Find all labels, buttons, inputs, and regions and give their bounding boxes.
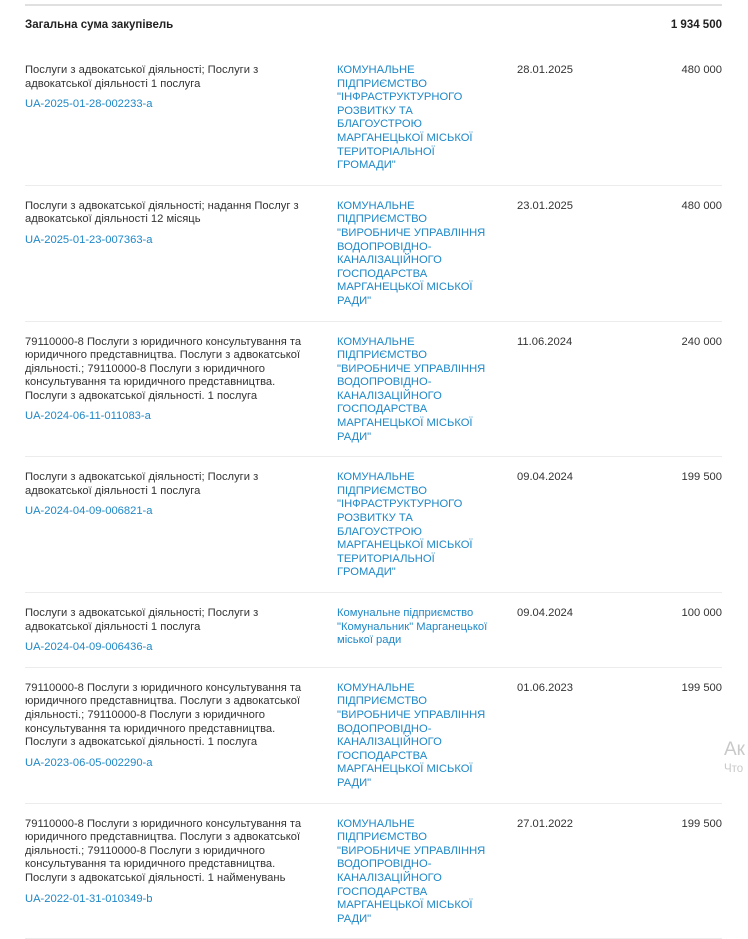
row-description: Послуги з адвокатської діяльності; Послуги з адвокатської діяльності 1 послуга <box>25 607 259 633</box>
table-row <box>25 186 722 322</box>
row-description: Послуги з адвокатської діяльності; Послуги з адвокатської діяльності 1 послуга <box>25 64 259 90</box>
row-description: 79110000-8 Послуги з юридичного консультування та юридичного представництва. Послуги з адвокатської діяльності.; 79110000-8 Послуги з юридичного консультування та юридичного представництва. Послуги з адвокатської діяльності. 1 найменувань <box>25 817 302 884</box>
row-date: 11.06.2024 <box>517 335 573 348</box>
row-description: 79110000-8 Послуги з юридичного консультування та юридичного представництва. Послуги з адвокатської діяльності.; 79110000-8 Послуги з юридичного консультування та юридичного представництва. Послуги з адвокатської діяльності. 1 послуга <box>25 681 302 749</box>
watermark-line-1: Ак <box>724 739 745 760</box>
row-description-cell <box>25 64 337 173</box>
row-amount: 100 000 <box>681 607 722 619</box>
row-amount: 199 500 <box>681 817 722 830</box>
procurement-panel <box>25 4 722 939</box>
row-date: 09.04.2024 <box>517 471 573 484</box>
row-description-cell <box>25 336 337 445</box>
tender-id-link[interactable]: UA-2024-04-09-006436-a <box>25 641 153 654</box>
tender-id-link[interactable]: UA-2025-01-23-007363-a <box>25 233 153 246</box>
organization-link[interactable]: КОМУНАЛЬНЕ ПІДПРИЄМСТВО "ІНФРАСТРУКТУРНОГО РОЗВИТКУ ТА БЛАГОУСТРОЮ МАРГАНЕЦЬКОЇ МІСЬКОЇ ТЕРИТОРІАЛЬНОЇ ГРОМАДИ" <box>337 471 473 579</box>
row-description-cell <box>25 607 337 655</box>
organization-link[interactable]: КОМУНАЛЬНЕ ПІДПРИЄМСТВО "ВИРОБНИЧЕ УПРАВЛІННЯ ВОДОПРОВІДНО-КАНАЛІЗАЦІЙНОГО ГОСПОДАРСТВА МАРГАНЕЦЬКОЇ МІСЬКОЇ РАДИ" <box>337 335 486 443</box>
organization-link[interactable]: КОМУНАЛЬНЕ ПІДПРИЄМСТВО "ІНФРАСТРУКТУРНОГО РОЗВИТКУ ТА БЛАГОУСТРОЮ МАРГАНЕЦЬКОЇ МІСЬКОЇ ТЕРИТОРІАЛЬНОЇ ГРОМАДИ" <box>337 64 473 172</box>
tender-id-link[interactable]: UA-2022-01-31-010349-b <box>25 892 153 905</box>
table-row <box>25 804 722 939</box>
row-description-cell <box>25 682 337 791</box>
row-amount: 199 500 <box>681 681 722 694</box>
row-amount: 480 000 <box>681 199 722 212</box>
total-row <box>25 6 722 44</box>
procurement-list <box>25 44 722 939</box>
organization-link[interactable]: КОМУНАЛЬНЕ ПІДПРИЄМСТВО "ВИРОБНИЧЕ УПРАВЛІННЯ ВОДОПРОВІДНО-КАНАЛІЗАЦІЙНОГО ГОСПОДАРСТВА МАРГАНЕЦЬКОЇ МІСЬКОЇ РАДИ" <box>337 199 486 307</box>
row-description: 79110000-8 Послуги з юридичного консультування та юридичного представництва. Послуги з адвокатської діяльності.; 79110000-8 Послуги з юридичного консультування та юридичного представництва. Послуги з адвокатської діяльності. 1 послуга <box>25 335 302 402</box>
table-row <box>25 44 722 186</box>
row-date: 23.01.2025 <box>517 199 573 212</box>
table-row <box>25 322 722 458</box>
tender-id-link[interactable]: UA-2024-04-09-006821-a <box>25 505 153 518</box>
row-amount: 199 500 <box>681 471 722 484</box>
watermark-line-2: Что <box>724 763 744 775</box>
tender-id-link[interactable]: UA-2024-06-11-011083-a <box>25 410 151 423</box>
organization-link[interactable]: Комунальне підприємство "Комунальник" Марганецької міської ради <box>337 607 488 647</box>
row-description: Послуги з адвокатської діяльності; Послуги з адвокатської діяльності 1 послуга <box>25 471 259 497</box>
activation-watermark <box>724 738 745 776</box>
table-row <box>25 457 722 593</box>
row-date: 09.04.2024 <box>517 607 573 619</box>
row-description-cell <box>25 818 337 927</box>
total-value: 1 934 500 <box>670 19 722 31</box>
organization-link[interactable]: КОМУНАЛЬНЕ ПІДПРИЄМСТВО "ВИРОБНИЧЕ УПРАВЛІННЯ ВОДОПРОВІДНО-КАНАЛІЗАЦІЙНОГО ГОСПОДАРСТВА МАРГАНЕЦЬКОЇ МІСЬКОЇ РАДИ" <box>337 681 486 789</box>
table-row <box>25 593 722 668</box>
row-amount: 240 000 <box>681 335 722 348</box>
row-description: Послуги з адвокатської діяльності; надання Послуг з адвокатської діяльності 12 місяць <box>25 199 299 226</box>
row-description-cell <box>25 471 337 580</box>
row-date: 01.06.2023 <box>517 681 573 694</box>
table-row <box>25 668 722 804</box>
row-date: 27.01.2022 <box>517 817 573 830</box>
tender-id-link[interactable]: UA-2023-06-05-002290-a <box>25 756 153 769</box>
row-amount: 480 000 <box>681 64 722 76</box>
tender-id-link[interactable]: UA-2025-01-28-002233-a <box>25 98 153 111</box>
row-description-cell <box>25 200 337 309</box>
total-label: Загальна сума закупівель <box>25 19 174 31</box>
row-date: 28.01.2025 <box>517 64 573 76</box>
organization-link[interactable]: КОМУНАЛЬНЕ ПІДПРИЄМСТВО "ВИРОБНИЧЕ УПРАВЛІННЯ ВОДОПРОВІДНО-КАНАЛІЗАЦІЙНОГО ГОСПОДАРСТВА МАРГАНЕЦЬКОЇ МІСЬКОЇ РАДИ" <box>337 817 486 925</box>
